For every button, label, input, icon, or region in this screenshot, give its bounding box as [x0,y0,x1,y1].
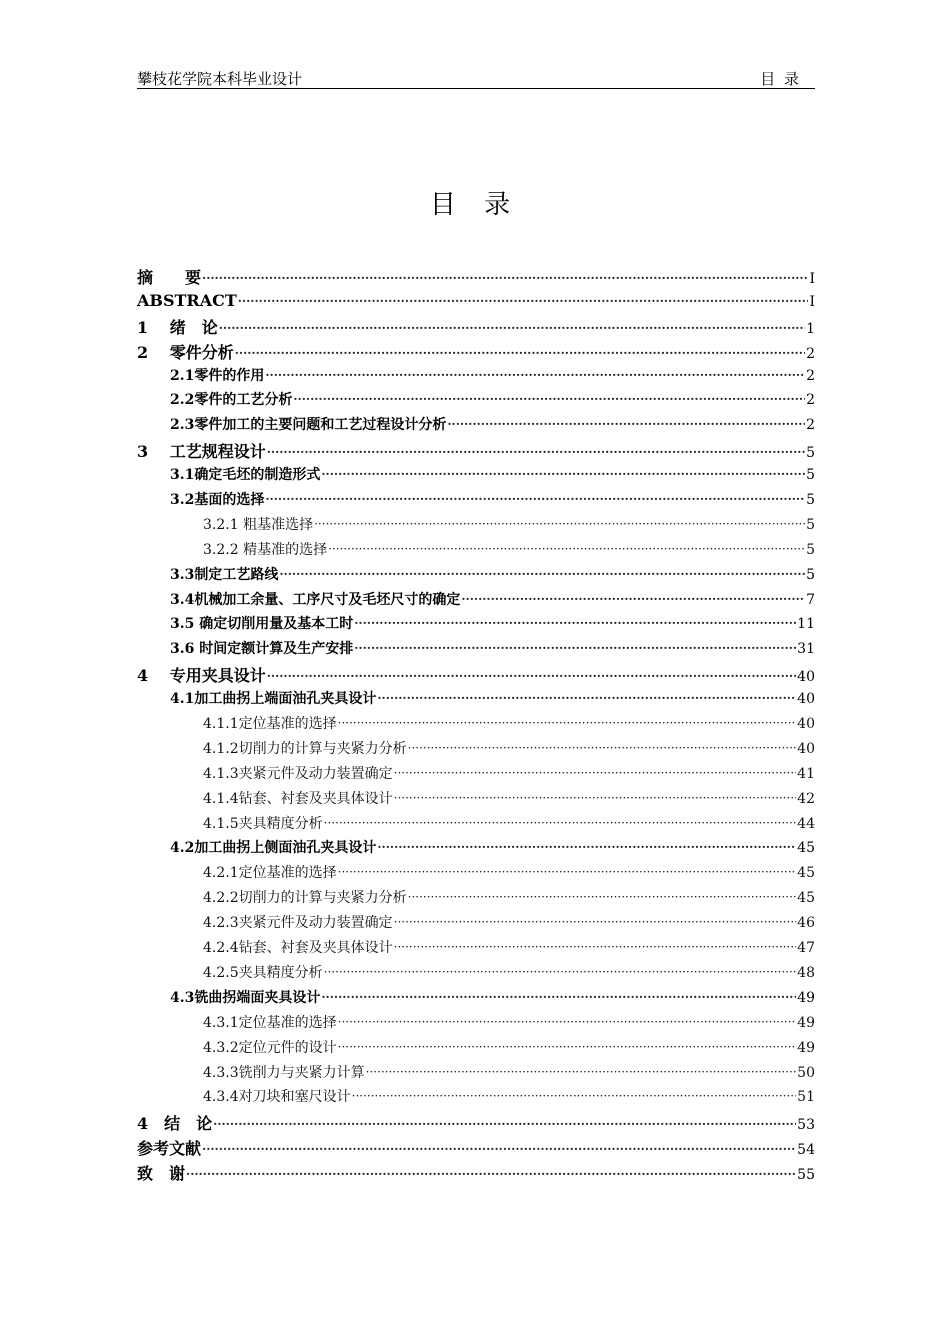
toc-entry[interactable] [137,1062,815,1087]
toc-entry-label: 3.1确定毛坯的制造形式 [170,467,321,484]
toc-leader-dots [408,888,797,902]
toc-entry-page-number: 45 [797,840,815,857]
toc-entry-label: 4.1加工曲拐上端面油孔夹具设计 [170,691,377,708]
toc-leader-dots [338,1013,797,1027]
toc-entry[interactable] [137,365,815,390]
toc-entry[interactable] [137,539,815,564]
toc-leader-dots [314,515,805,529]
toc-leader-dots [321,465,805,479]
toc-entry[interactable] [137,763,815,788]
toc-leader-dots [324,963,797,977]
toc-entry-page-number: 2 [806,417,815,434]
toc-entry[interactable] [137,738,815,763]
toc-entry-label: 3.6 时间定额计算及生产安排 [170,641,354,658]
toc-entry[interactable] [137,1086,815,1111]
toc-entry-page-number: 55 [797,1167,815,1184]
toc-leader-dots [377,838,796,852]
toc-entry[interactable] [137,688,815,713]
toc-leader-dots [394,913,797,927]
toc-entry-label: 4.3.3铣削力与夹紧力计算 [203,1064,365,1081]
toc-entry[interactable] [137,1136,815,1161]
toc-leader-dots [235,342,805,358]
header-section-title: 目 录 [760,70,801,88]
toc-entry-page-number: 48 [797,964,815,981]
toc-leader-dots [366,1063,797,1077]
toc-entry-label: 4.1.4钻套、衬套及夹具体设计 [203,790,393,807]
toc-entry-label: 4.2.5夹具精度分析 [203,964,323,981]
header-school-title: 攀枝花学院本科毕业设计 [137,70,303,88]
toc-entry-label: 4.1.3夹紧元件及动力装置确定 [203,765,393,782]
toc-entry-page-number: 5 [806,516,815,533]
toc-entry-label: 4.3铣曲拐端面夹具设计 [170,989,321,1006]
toc-entry-label: 3.3制定工艺路线 [170,566,279,583]
toc-entry-page-number: 7 [806,591,815,608]
toc-entry-label: 4.1.1定位基准的选择 [203,716,337,733]
toc-entry[interactable] [137,1161,815,1186]
toc-entry[interactable] [137,887,815,912]
toc-leader-dots [394,764,797,778]
toc-entry-page-number: 2 [806,392,815,409]
toc-entry[interactable] [137,464,815,489]
toc-entry[interactable] [137,713,815,738]
toc-entry-page-number: 31 [797,641,815,658]
toc-leader-dots [328,540,805,554]
toc-entry-page-number: 49 [797,989,815,1006]
toc-entry-page-number: 44 [797,815,815,832]
toc-entry[interactable] [137,489,815,514]
toc-leader-dots [377,689,796,703]
toc-entry[interactable] [137,638,815,663]
toc-entry[interactable] [137,439,815,464]
toc-entry-page-number: 42 [797,790,815,807]
toc-leader-dots [461,590,805,604]
toc-entry-label: 4.2加工曲拐上侧面油孔夹具设计 [170,840,377,857]
toc-entry[interactable] [137,987,815,1012]
toc-entry-label: 1 绪 论 [137,317,218,337]
toc-entry-label: 4.1.5夹具精度分析 [203,815,323,832]
toc-entry-page-number: 51 [797,1089,815,1106]
toc-entry[interactable] [137,1037,815,1062]
toc-leader-dots [447,415,805,429]
toc-entry-label: 3.2.2 精基准的选择 [203,541,328,558]
toc-entry[interactable] [137,514,815,539]
toc-entry-page-number: I [809,271,815,287]
toc-entry-label: 2.2零件的工艺分析 [170,392,293,409]
toc-entry[interactable] [137,962,815,987]
toc-entry-label: 4.2.2切削力的计算与夹紧力分析 [203,890,407,907]
toc-entry-label: 2.1零件的作用 [170,367,265,384]
toc-entry[interactable] [137,589,815,614]
toc-entry[interactable] [137,937,815,962]
toc-entry[interactable] [137,837,815,862]
toc-entry-label: 3.2.1 粗基准选择 [203,516,314,533]
toc-entry-page-number: 41 [797,765,815,782]
toc-entry-label: 摘 要 [137,268,202,287]
toc-entry-page-number: 50 [797,1064,815,1081]
toc-entry-page-number: I [809,293,815,310]
toc-entry-page-number: 40 [797,669,815,686]
toc-leader-dots [352,1087,797,1101]
toc-leader-dots [202,267,808,283]
toc-leader-dots [338,714,797,728]
toc-leader-dots [219,317,805,333]
toc-entry[interactable] [137,265,815,290]
toc-entry[interactable] [137,813,815,838]
toc-entry-page-number: 54 [797,1142,815,1159]
toc-entry-label: 4.3.4对刀块和塞尺设计 [203,1089,351,1106]
toc-entry-page-number: 2 [806,345,815,362]
toc-leader-dots [354,614,796,628]
toc-entry-label: 参考文献 [137,1139,202,1159]
toc-leader-dots [265,366,805,380]
toc-entry[interactable] [137,613,815,638]
toc-entry[interactable] [137,862,815,887]
toc-leader-dots [267,665,796,681]
toc-entry[interactable] [137,315,815,340]
toc-entry[interactable] [137,788,815,813]
toc-entry-label: ABSTRACT [137,290,237,310]
toc-entry-label: 3.2基面的选择 [170,492,265,509]
toc-entry-page-number: 5 [806,492,815,509]
toc-entry-page-number: 5 [806,467,815,484]
toc-entry-label: 致 谢 [137,1164,186,1184]
table-of-contents [137,265,815,1186]
toc-leader-dots [354,639,796,653]
toc-entry-page-number: 40 [797,740,815,757]
toc-entry-page-number: 46 [797,915,815,932]
toc-leader-dots [213,1113,796,1129]
toc-entry[interactable] [137,912,815,937]
toc-entry-label: 3.4机械加工余量、工序尺寸及毛坯尺寸的确定 [170,591,461,608]
toc-entry-label: 4.2.1定位基准的选择 [203,865,337,882]
toc-entry[interactable] [137,663,815,688]
toc-entry-page-number: 49 [797,1039,815,1056]
toc-entry[interactable] [137,340,815,365]
toc-leader-dots [202,1138,796,1154]
toc-entry-page-number: 40 [797,691,815,708]
toc-entry-page-number: 11 [797,616,815,633]
toc-entry-page-number: 47 [797,940,815,957]
toc-leader-dots [186,1163,796,1179]
toc-leader-dots [238,290,809,306]
toc-entry-page-number: 45 [797,890,815,907]
toc-entry-page-number: 49 [797,1014,815,1031]
toc-entry-label: 4.1.2切削力的计算与夹紧力分析 [203,740,407,757]
toc-entry[interactable] [137,389,815,414]
toc-entry-label: 4.3.2定位元件的设计 [203,1039,337,1056]
page-header [137,66,815,89]
toc-entry-page-number: 5 [806,566,815,583]
toc-entry-page-number: 53 [797,1117,815,1134]
toc-entry-page-number: 5 [806,541,815,558]
toc-leader-dots [394,938,797,952]
toc-entry[interactable] [137,564,815,589]
toc-leader-dots [279,565,805,579]
toc-entry-page-number: 2 [806,367,815,384]
toc-entry-label: 2 零件分析 [137,342,234,362]
toc-entry-label: 4.2.3夹紧元件及动力装置确定 [203,915,393,932]
toc-entry[interactable] [137,1111,815,1136]
toc-entry-label: 4 专用夹具设计 [137,666,266,686]
page-title: 目 录 [429,190,521,220]
toc-entry-page-number: 5 [806,445,815,462]
toc-leader-dots [394,789,797,803]
toc-entry[interactable] [137,414,815,439]
toc-entry-page-number: 1 [806,320,815,337]
toc-leader-dots [338,863,797,877]
toc-entry-page-number: 40 [797,716,815,733]
toc-entry-label: 4.3.1定位基准的选择 [203,1014,337,1031]
toc-entry-page-number: 45 [797,865,815,882]
toc-entry-label: 3 工艺规程设计 [137,442,266,462]
toc-entry-label: 2.3零件加工的主要问题和工艺过程设计分析 [170,417,447,434]
toc-entry[interactable] [137,290,815,315]
toc-leader-dots [408,739,797,753]
toc-leader-dots [338,1038,797,1052]
toc-leader-dots [321,988,796,1002]
toc-entry-label: 4 结 论 [137,1114,213,1134]
toc-leader-dots [265,490,805,504]
toc-leader-dots [324,814,797,828]
toc-entry-label: 4.2.4钻套、衬套及夹具体设计 [203,940,393,957]
toc-entry[interactable] [137,1012,815,1037]
toc-leader-dots [267,441,805,457]
toc-entry-label: 3.5 确定切削用量及基本工时 [170,616,354,633]
toc-leader-dots [293,390,805,404]
